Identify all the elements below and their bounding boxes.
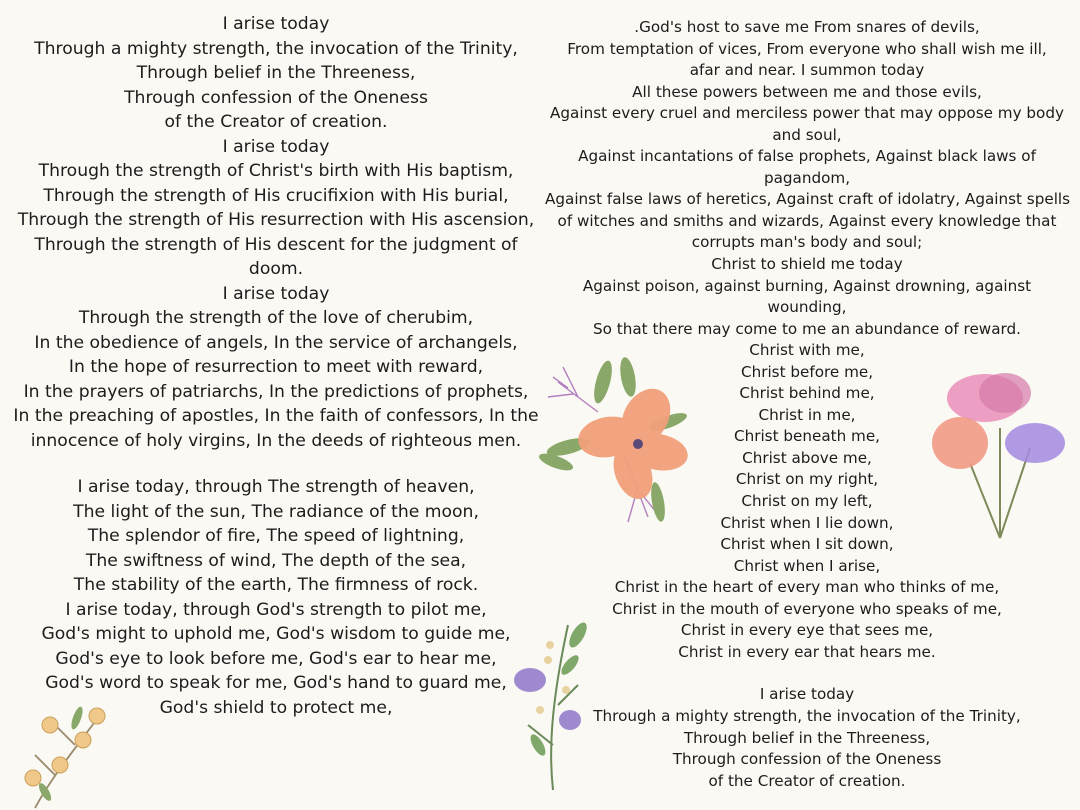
poem-line: Christ above me, [742,448,872,467]
poem-line: I arise today [222,283,330,304]
orange-flower-icon [528,352,703,532]
poem-line: Against false laws of heretics, Against craft of idolatry, Against spells [545,190,1071,209]
poem-line: I arise today [222,136,330,157]
poem-line: Christ in me, [758,405,856,424]
poem-line: .God's host to save me From snares of devils, [634,18,980,36]
poem-line: In the obedience of angels, In the service of archangels, [34,332,518,353]
poem-line: Through belief in the Threeness, [136,63,416,83]
poem-line: Through confession of the Oneness [672,750,942,769]
poem-line: I arise today, through God's strength to pilot me, [65,599,487,620]
poem-line: Christ when I arise, [733,556,881,575]
poem-line: Christ before me, [740,362,874,381]
poem-line: Christ to shield me today [711,255,903,274]
poem-line: Through the strength of Christ's birth with His baptism, [38,161,514,181]
poem-line: doom. [248,259,304,279]
poem-line: I arise today [759,685,855,704]
yellow-blossom-branch-icon [15,700,115,810]
lavender-sprig-icon [508,605,598,795]
poem-line: Christ on my right, [735,470,879,489]
stanza-gap [545,663,1069,684]
right-stanza-group-2 [545,684,1069,792]
poem-line: Through the strength of His descent for the judgment of [34,234,518,255]
poem-line: From temptation of vices, From everyone who shall wish me ill, [567,39,1047,58]
poem-line: In the hope of resurrection to meet with reward, [68,357,484,377]
poem-line: Against incantations of false prophets, Against black laws of [578,147,1036,166]
poem-line: Christ when I sit down, [720,535,894,554]
poem-line: pagandom, [763,168,851,187]
poem-line: Christ beneath me, [733,427,881,446]
poem-line: Through belief in the Threeness, [683,728,931,747]
poem-line: and soul, [772,125,842,144]
poem-line: of the Creator of creation. [164,112,388,132]
poem-line: Christ in the heart of every man who thinks of me, [614,578,1000,597]
poem-line: Through a mighty strength, the invocation of the Trinity, [34,38,518,59]
poem-line: Christ in the mouth of everyone who speaks of me, [612,599,1002,618]
poem-line: Against poison, against burning, Against drowning, against [582,276,1032,295]
poem-line: The stability of the earth, The firmness of rock. [73,575,479,595]
poppy-bouquet-icon [930,368,1070,543]
poem-line: The light of the sun, The radiance of the moon, [73,501,479,522]
poem-line: afar and near. I summon today [689,61,925,80]
poem-line: So that there may come to me an abundance of reward. [593,319,1021,338]
poem-line: Christ when I lie down, [720,513,894,532]
poem-line: God's might to uphold me, God's wisdom to guide me, [41,624,511,644]
poem-line: Christ behind me, [739,384,875,403]
poem-line: Christ in every eye that sees me, [680,621,934,640]
poem-line: of the Creator of creation. [708,771,906,790]
poem-line: Against every cruel and merciless power that may oppose my body [550,104,1064,123]
poem-line: Christ in every ear that hears me. [678,642,936,661]
poem-line: innocence of holy virgins, In the deeds of righteous men. [30,430,522,451]
poem-line: The splendor of fire, The speed of lightning, [87,526,465,546]
poem-line: wounding, [767,298,847,317]
left-stanza-group-2 [12,475,540,720]
poem-line: Through the strength of His resurrection with His ascension, [17,210,535,230]
left-stanza-group-1 [12,12,540,453]
poem-line: All these powers between me and those evils, [632,82,982,101]
poem-line: I arise today [222,14,330,34]
poem-line: corrupts man's body and soul; [691,233,923,252]
poem-line: God's shield to protect me, [159,697,393,718]
stanza-gap [12,453,540,475]
poem-left-column [12,12,540,720]
poem-line: Through confession of the Oneness [124,87,428,108]
right-stanza-group-1 [545,17,1069,663]
poem-line: of witches and smiths and wizards, Against every knowledge that [557,211,1057,230]
poem-line: Through a mighty strength, the invocation of the Trinity, [593,706,1021,725]
poem-line: Christ on my left, [741,492,873,511]
poem-line: The swiftness of wind, The depth of the sea, [85,550,467,571]
poem-line: Through the strength of the love of cherubim, [78,308,474,328]
poem-line: I arise today, through The strength of heaven, [77,477,475,497]
poem-line: In the prayers of patriarchs, In the predictions of prophets, [23,381,529,402]
poem-line: In the preaching of apostles, In the faith of confessors, In the [13,406,539,426]
poem-line: Christ with me, [749,341,865,360]
poem-line: Through the strength of His crucifixion with His burial, [43,185,509,206]
poem-line: God's word to speak for me, God's hand to guard me, [45,673,507,693]
poem-line: God's eye to look before me, God's ear to hear me, [55,648,497,669]
